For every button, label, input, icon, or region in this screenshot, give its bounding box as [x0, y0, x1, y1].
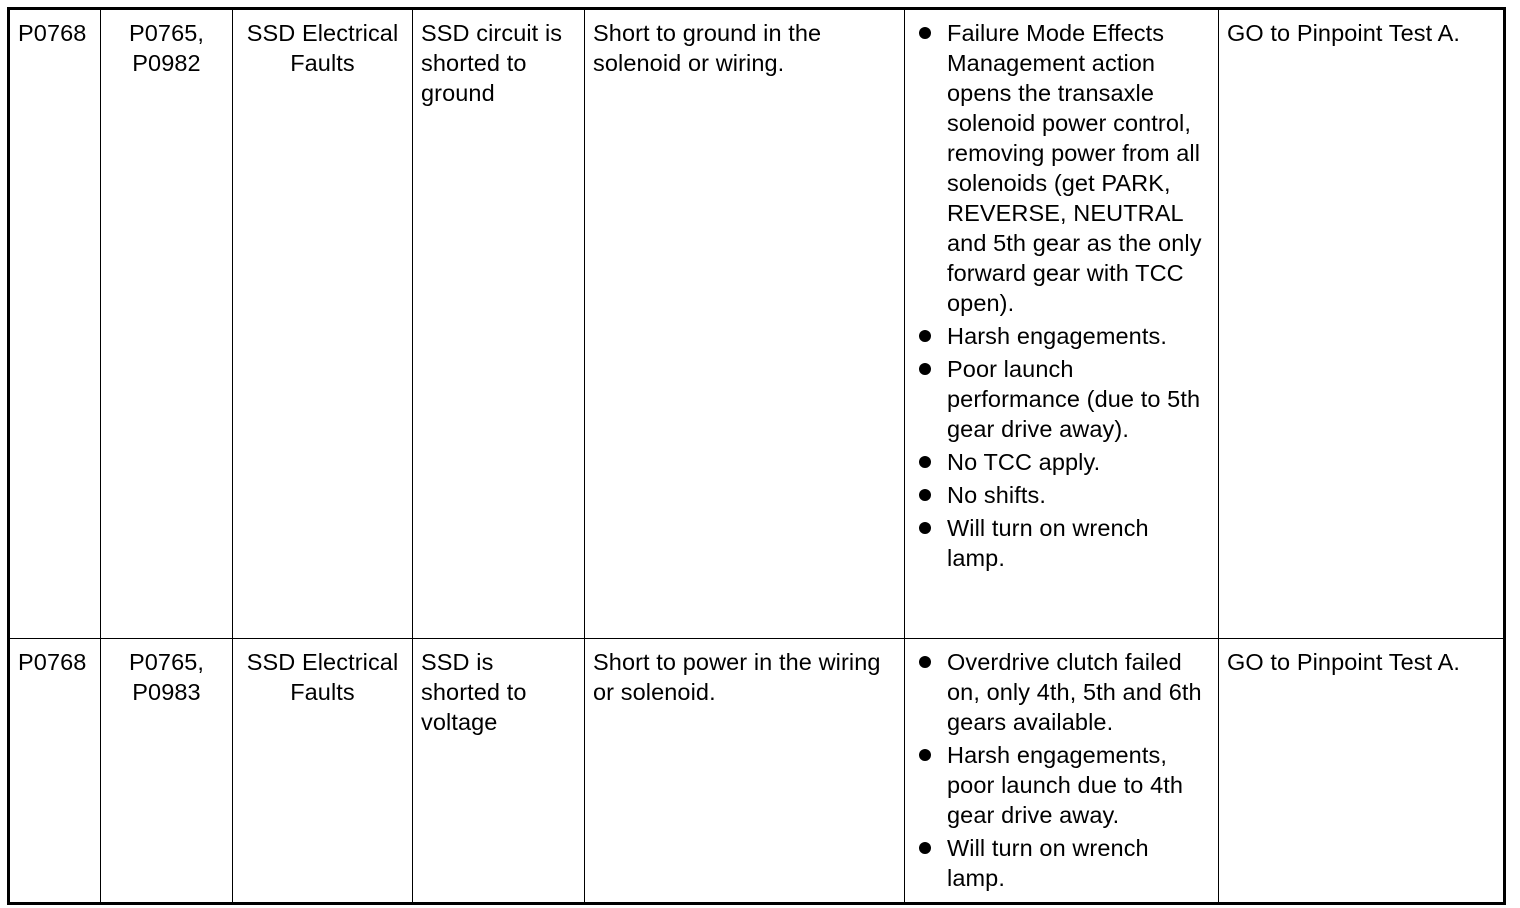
- bullet-icon: [919, 330, 931, 342]
- effect-item: [913, 480, 1210, 510]
- cause-text: Short to power in the wiring or solenoid.: [593, 649, 881, 705]
- condition-cell: [413, 9, 585, 639]
- cause-text: Short to ground in the solenoid or wiring.: [593, 20, 822, 76]
- related-dtc: P0765,: [128, 649, 205, 675]
- effect-text: Overdrive clutch failed on, only 4th, 5th and 6th gears available.: [947, 649, 1202, 735]
- bullet-icon: [919, 27, 931, 39]
- dtc-code: P0768: [18, 20, 87, 46]
- related-dtc-cell: [101, 639, 233, 904]
- category-line: SSD Electrical: [246, 20, 399, 46]
- table-row: [9, 639, 1505, 904]
- effect-text: Harsh engagements, poor launch due to 4th gear drive away.: [947, 742, 1184, 828]
- bullet-icon: [919, 749, 931, 761]
- dtc-code-cell: [9, 639, 101, 904]
- effect-item: [913, 321, 1210, 351]
- effect-text: No TCC apply.: [947, 449, 1101, 475]
- cause-cell: [585, 639, 905, 904]
- condition-text: SSD is shorted to voltage: [421, 649, 527, 735]
- action-text: GO to Pinpoint Test A.: [1227, 20, 1460, 46]
- effect-text: Will turn on wrench lamp.: [947, 835, 1149, 891]
- effect-text: Poor launch performance (due to 5th gear drive away).: [947, 356, 1201, 442]
- effect-item: [913, 447, 1210, 477]
- effect-text: Harsh engagements.: [947, 323, 1167, 349]
- category-line: Faults: [290, 50, 355, 76]
- bullet-icon: [919, 363, 931, 375]
- bullet-icon: [919, 522, 931, 534]
- effects-list: [913, 18, 1210, 573]
- category-line: Faults: [290, 679, 355, 705]
- effect-item: [913, 354, 1210, 444]
- category-line: SSD Electrical: [246, 649, 399, 675]
- condition-cell: [413, 639, 585, 904]
- effect-text: Failure Mode Effects Management action opens the transaxle solenoid power control, removing power from all solenoids (get PARK, REVERSE, NEUTRAL and 5th gear as the only forward gear with TCC open).: [947, 20, 1202, 316]
- action-cell: [1219, 639, 1505, 904]
- category-cell: [233, 9, 413, 639]
- category-cell: [233, 639, 413, 904]
- effects-list: [913, 647, 1210, 893]
- effect-item: [913, 740, 1210, 830]
- effect-item: [913, 18, 1210, 318]
- effect-item: [913, 833, 1210, 893]
- condition-text: SSD circuit is shorted to ground: [421, 20, 563, 106]
- effect-item: [913, 647, 1210, 737]
- dtc-table: [7, 7, 1506, 905]
- action-cell: [1219, 9, 1505, 639]
- bullet-icon: [919, 456, 931, 468]
- bullet-icon: [919, 656, 931, 668]
- dtc-code: P0768: [18, 649, 87, 675]
- dtc-code-cell: [9, 9, 101, 639]
- related-dtc: P0765,: [128, 20, 205, 46]
- related-dtc: P0982: [132, 50, 201, 76]
- table-row: [9, 9, 1505, 639]
- bullet-icon: [919, 489, 931, 501]
- effect-text: Will turn on wrench lamp.: [947, 515, 1149, 571]
- effect-text: No shifts.: [947, 482, 1046, 508]
- effect-item: [913, 513, 1210, 573]
- effects-cell: [905, 9, 1219, 639]
- related-dtc: P0983: [132, 679, 201, 705]
- action-text: GO to Pinpoint Test A.: [1227, 649, 1460, 675]
- cause-cell: [585, 9, 905, 639]
- related-dtc-cell: [101, 9, 233, 639]
- effects-cell: [905, 639, 1219, 904]
- bullet-icon: [919, 842, 931, 854]
